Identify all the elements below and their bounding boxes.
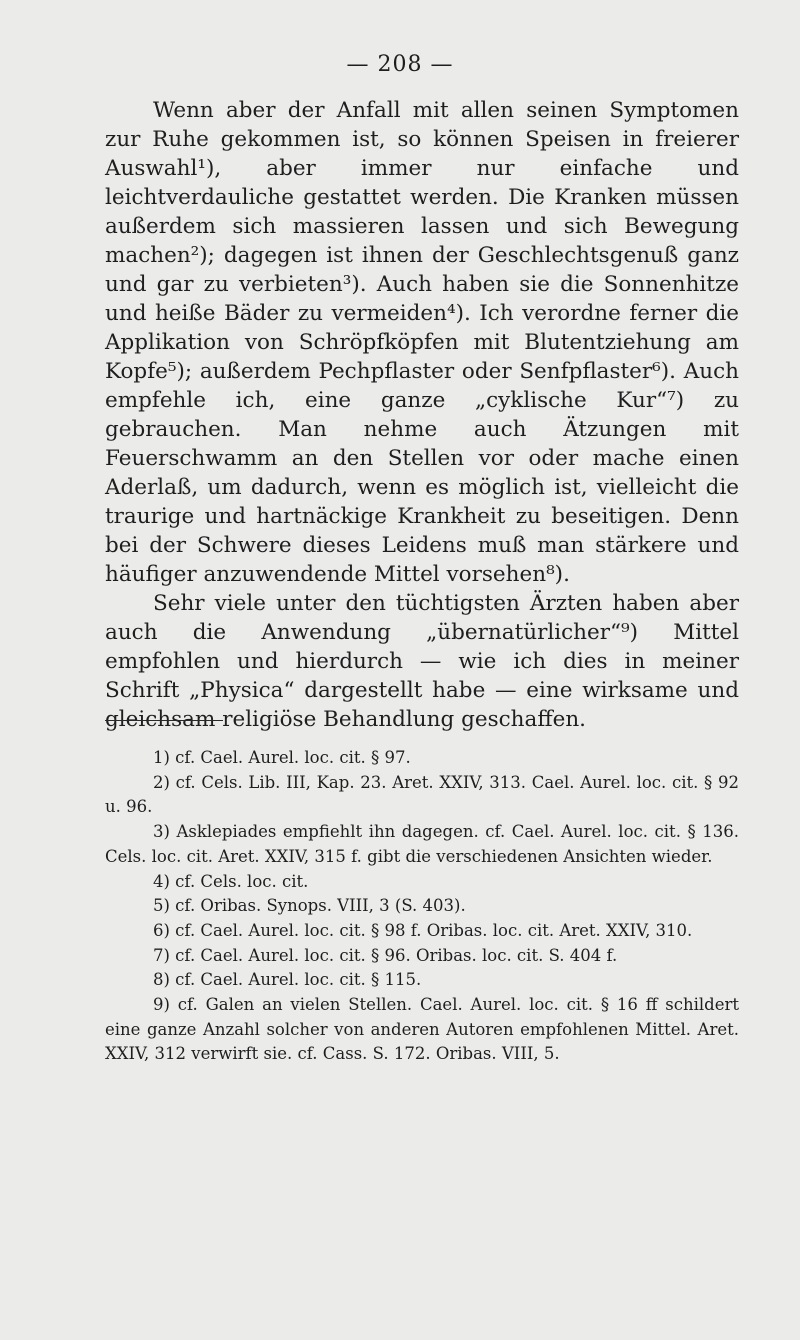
page-number: — 208 —: [346, 52, 454, 77]
footnote-separator: [105, 720, 223, 721]
body-text: [105, 96, 739, 734]
footnote-1: 1) cf. Cael. Aurel. loc. cit. § 97.: [153, 748, 411, 767]
footnote-3: 3) Asklepiades empfiehlt ihn dagegen. cf. Cael. Aurel. loc. cit. § 136. Cels. loc. cit. Aret. XXIV, 315 f. gibt die verschiedenen Ansichten wieder.: [105, 822, 739, 866]
footnotes: [105, 746, 739, 1067]
footnote-7: 7) cf. Cael. Aurel. loc. cit. § 96. Oribas. loc. cit. S. 404 f.: [153, 945, 618, 965]
footnote-4: 4) cf. Cels. loc. cit.: [153, 871, 309, 891]
footnote-9: 9) cf. Galen an vielen Stellen. Cael. Aurel. loc. cit. § 16 ff schildert eine ganze Anzahl solcher von anderen Autoren empfohlenen Mittel. Aret. XXIV, 312 verwirft sie. cf. Cass. S. 172. Oribas. VIII, 5.: [105, 995, 739, 1064]
body-paragraph-2: Sehr viele unter den tüchtigsten Ärzten haben aber auch die Anwendung „übernatürlicher“⁹) Mittel empfohlen und hierdurch — wie ich dies in meiner Schrift „Physica“ dargestellt habe — eine wirksame und gleichsam religiöse Behandlung geschaffen.: [105, 591, 739, 732]
footnote-5: 5) cf. Oribas. Synops. VIII, 3 (S. 403).: [153, 896, 466, 916]
footnote-6: 6) cf. Cael. Aurel. loc. cit. § 98 f. Oribas. loc. cit. Aret. XXIV, 310.: [153, 920, 693, 940]
footnote-2: 2) cf. Cels. Lib. III, Kap. 23. Aret. XXIV, 313. Cael. Aurel. loc. cit. § 92 u. 96.: [105, 772, 739, 817]
footnote-8: 8) cf. Cael. Aurel. loc. cit. § 115.: [153, 970, 422, 990]
body-paragraph-1: Wenn aber der Anfall mit allen seinen Symptomen zur Ruhe gekommen ist, so können Speisen in freierer Auswahl¹), aber immer nur einfache und leichtverdauliche gestattet werden. Die Kranken müssen außerdem sich massieren lassen und sich Bewegung machen²); dagegen ist ihnen der Geschlechtsgenuß ganz und gar zu verbieten³). Auch haben sie die Sonnenhitze und heiße Bäder zu vermeiden⁴). Ich verordne ferner die Applikation von Schröpfköpfen mit Blutentziehung am Kopfe⁵); außerdem Pechpflaster oder Senfpflaster⁶). Auch empfehle ich, eine ganze „cyklische Kur“⁷) zu gebrauchen. Man nehme auch Ätzungen mit Feuerschwamm an den Stellen vor oder mache einen Aderlaß, um dadurch, wenn es möglich ist, vielleicht die traurige und hartnäckige Krankheit zu beseitigen. Denn bei der Schwere dieses Leidens muß man stärkere und häufiger anzuwendende Mittel vorsehen⁸).: [105, 98, 739, 587]
